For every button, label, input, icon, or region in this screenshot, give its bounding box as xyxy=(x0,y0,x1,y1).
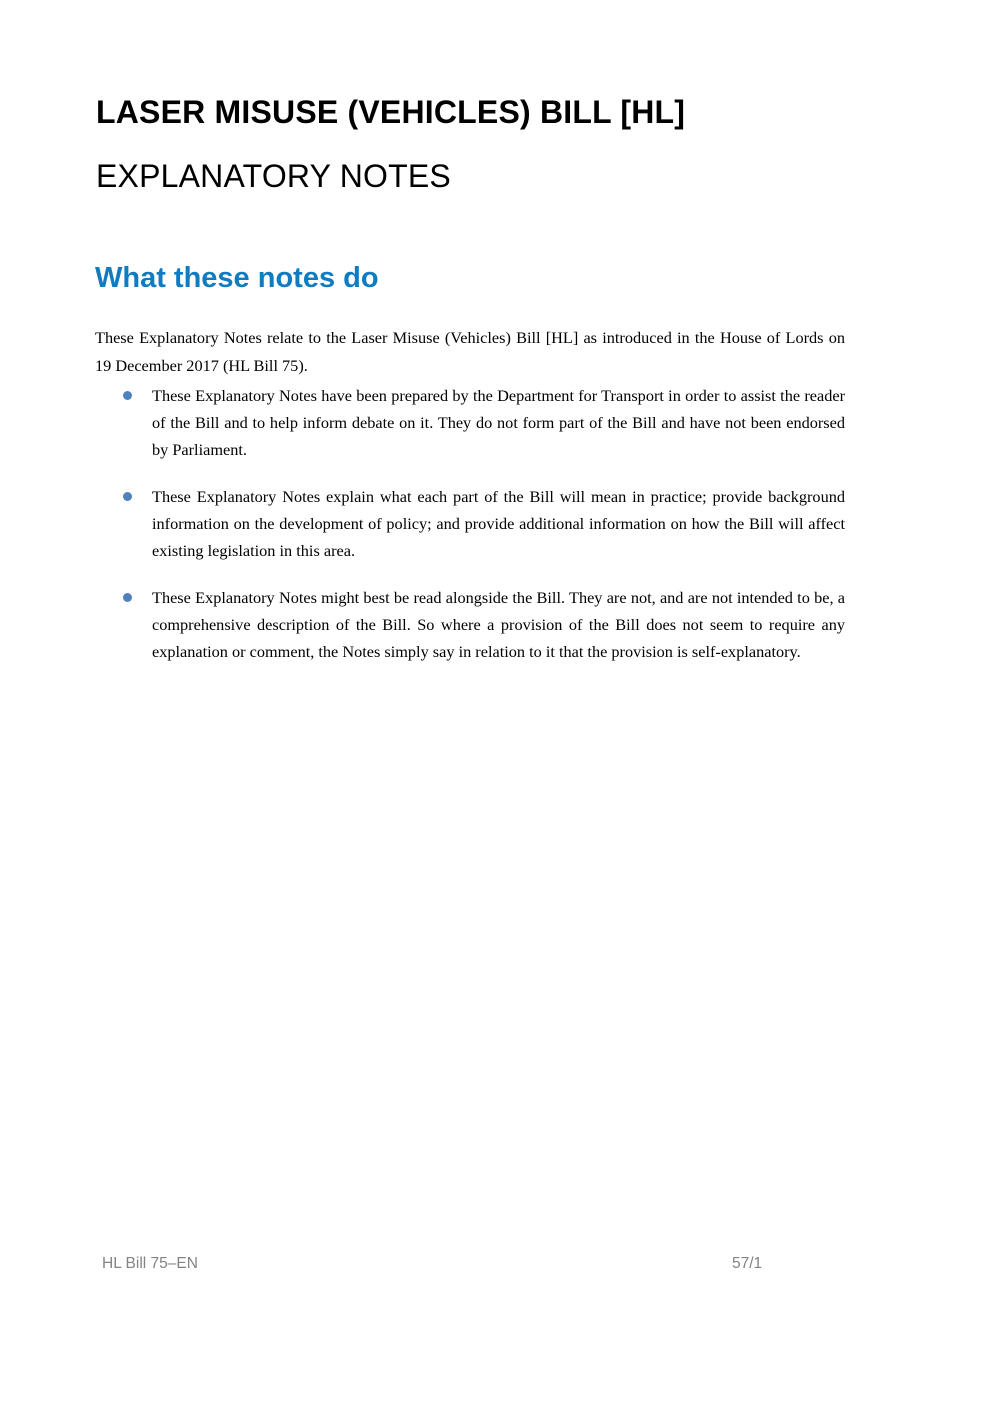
bill-title: LASER MISUSE (VEHICLES) BILL [HL] xyxy=(96,94,686,130)
bullet-text: These Explanatory Notes have been prepared by the Department for Transport in order to assist the reader of the Bill and to help inform debate on it. They do not form part of the Bill and have not been endorsed by Parliament. xyxy=(152,386,845,459)
bullet-icon xyxy=(123,593,132,602)
bullet-text: These Explanatory Notes might best be read alongside the Bill. They are not, and are not intended to be, a comprehensive description of the Bill. So where a provision of the Bill does not seem to require any explanation or comment, the Notes simply say in relation to it that the provision is self-explanatory. xyxy=(152,588,845,661)
intro-paragraph: These Explanatory Notes relate to the Laser Misuse (Vehicles) Bill [HL] as introduced in the House of Lords on 19 December 2017 (HL Bill 75). xyxy=(95,328,845,375)
bullet-icon xyxy=(123,391,132,400)
bullet-item xyxy=(95,483,845,564)
section-heading: What these notes do xyxy=(95,262,379,294)
footer-page-number: 57/1 xyxy=(732,1255,763,1272)
bullet-item xyxy=(95,382,845,463)
bullet-item xyxy=(95,584,845,665)
footer-bill-reference: HL Bill 75–EN xyxy=(102,1255,198,1272)
notes-bullet-list xyxy=(95,382,845,685)
document-subtitle: EXPLANATORY NOTES xyxy=(96,158,451,194)
bullet-text: These Explanatory Notes explain what each part of the Bill will mean in practice; provide background information on the development of policy; and provide additional information on how the Bill will affect existing legislation in this area. xyxy=(152,487,845,560)
bullet-icon xyxy=(123,492,132,501)
